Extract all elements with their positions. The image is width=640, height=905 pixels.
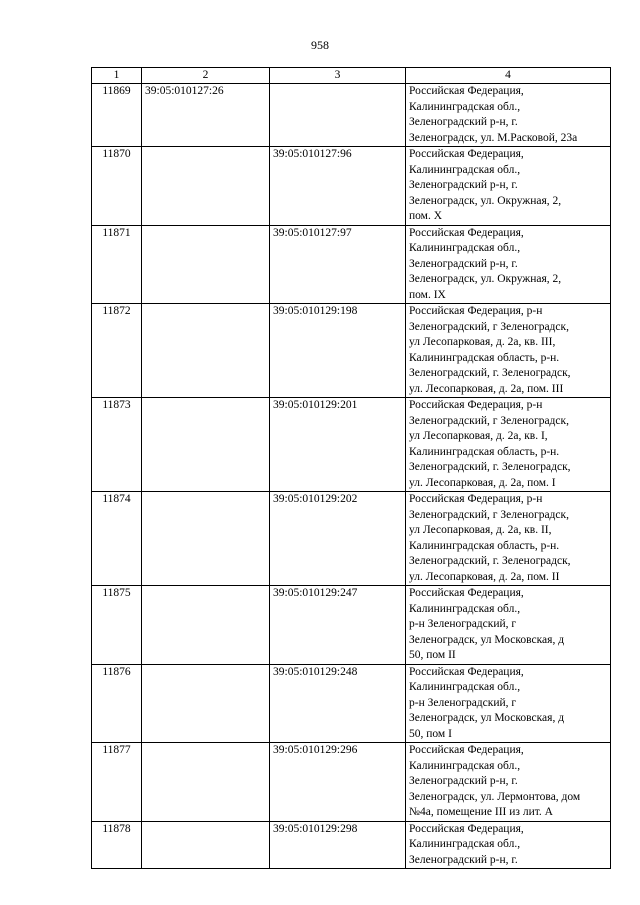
table-row [92,492,611,586]
address-line: Российская Федерация, [409,226,524,239]
address-cell [406,664,611,743]
cadastral-number-col2 [142,743,270,822]
row-number: 11877 [92,743,142,822]
cadastral-number-col2 [142,225,270,304]
address-line: Зеленоградский, г Зеленоградск, [409,508,569,521]
header-col-3: 3 [270,68,406,84]
row-number: 11869 [92,84,142,147]
address-line: пом. IX [409,288,446,301]
row-number: 11873 [92,398,142,492]
row-number: 11875 [92,586,142,665]
table-row [92,398,611,492]
address-line: ул. Лесопарковая, д. 2а, пом. III [409,382,564,395]
address-cell [406,586,611,665]
cadastral-number-col3: 39:05:010129:198 [270,304,406,398]
row-number: 11872 [92,304,142,398]
address-line: Зеленоградск, ул. Окружная, 2, [409,273,562,285]
address-line: 50, пом II [409,649,456,661]
cadastral-number-col2 [142,821,270,869]
address-line: Калининградская обл., [409,242,521,254]
cadastral-number-col3: 39:05:010129:202 [270,492,406,586]
address-cell [406,492,611,586]
cadastral-number-col3: 39:05:010129:247 [270,586,406,665]
registry-table [91,67,611,869]
address-line: ул. Лесопарковая, д. 2а, пом. I [409,476,556,489]
address-line: Зеленоградский р-н, г. [409,775,518,787]
cadastral-number-col3: 39:05:010129:298 [270,821,406,869]
address-line: №4а, помещение III из лит. А [409,806,553,818]
address-line: р-н Зеленоградский, г [409,696,517,709]
cadastral-number-col2 [142,147,270,226]
cadastral-number-col2 [142,664,270,743]
address-line: Российская Федерация, [409,665,524,678]
cadastral-number-col3: 39:05:010127:97 [270,225,406,304]
table-row [92,147,611,226]
address-line: Зеленоградск, ул. Лермонтова, дом [409,790,581,803]
address-line: Российская Федерация, [409,744,524,756]
address-line: Зеленоградский р-н, г. [409,179,518,191]
address-line: Калининградская обл., [409,681,521,693]
address-line: ул. Лесопарковая, д. 2а, пом. II [409,570,560,583]
cadastral-number-col2: 39:05:010127:26 [142,84,270,147]
page-number: 958 [311,38,329,52]
address-line: Калининградская обл., [409,759,521,772]
address-cell [406,398,611,492]
cadastral-number-col3: 39:05:010129:296 [270,743,406,822]
address-line: Российская Федерация, р-н [409,399,543,411]
row-number: 11870 [92,147,142,226]
address-line: Российская Федерация, [409,587,524,599]
header-col-2: 2 [142,68,270,84]
table-header [92,68,611,84]
address-line: Зеленоградский р-н, г. [409,116,518,128]
address-line: Зеленоградск, ул Московская, д [409,633,565,646]
address-line: Калининградская область, р-н. [409,445,560,458]
cadastral-number-col3 [270,84,406,147]
address-cell [406,84,611,147]
address-line: Зеленоградский, г Зеленоградск, [409,320,569,333]
address-cell [406,225,611,304]
address-line: Зеленоградск, ул. Окружная, 2, [409,194,562,207]
table-row [92,304,611,398]
cadastral-number-col2 [142,492,270,586]
address-line: ул Лесопарковая, д. 2а, кв. I, [409,430,548,442]
address-line: Зеленоградский, г. Зеленоградск, [409,367,571,379]
address-line: Зеленоградский, г. Зеленоградск, [409,461,571,473]
address-line: Зеленоградский р-н, г. [409,853,518,866]
address-line: ул Лесопарковая, д. 2а, кв. III, [409,336,556,348]
table-row [92,743,611,822]
table-row [92,664,611,743]
address-line: ул Лесопарковая, д. 2а, кв. II, [409,524,552,536]
table-row [92,821,611,869]
address-line: Калининградская область, р-н. [409,539,560,552]
cadastral-number-col3: 39:05:010129:248 [270,664,406,743]
row-number: 11876 [92,664,142,743]
address-line: Зеленоградск, ул. М.Расковой, 23а [409,131,578,144]
header-col-4: 4 [406,68,611,84]
address-line: 50, пом I [409,727,452,740]
address-cell [406,743,611,822]
address-line: р-н Зеленоградский, г [409,618,517,630]
address-line: Зеленоградский, г Зеленоградск, [409,414,569,427]
address-cell [406,147,611,226]
address-line: Зеленоградский, г. Зеленоградск, [409,555,571,567]
address-cell [406,821,611,869]
address-line: Зеленоградский р-н, г. [409,257,518,270]
header-col-1: 1 [92,68,142,84]
cadastral-number-col2 [142,586,270,665]
address-line: Калининградская обл., [409,163,521,176]
address-line: Калининградская область, р-н. [409,351,560,364]
table-row [92,84,611,147]
header-row [92,68,611,84]
address-line: пом. X [409,210,443,222]
address-line: Российская Федерация, р-н [409,493,543,505]
address-line: Российская Федерация, р-н [409,305,543,317]
address-line: Российская Федерация, [409,85,524,97]
cadastral-number-col2 [142,304,270,398]
cadastral-number-col2 [142,398,270,492]
table-row [92,225,611,304]
row-number: 11874 [92,492,142,586]
row-number: 11871 [92,225,142,304]
cadastral-number-col3: 39:05:010129:201 [270,398,406,492]
address-line: Калининградская обл., [409,602,521,615]
address-line: Российская Федерация, [409,822,524,835]
address-line: Зеленоградск, ул Московская, д [409,712,565,724]
table-body [92,84,611,869]
row-number: 11878 [92,821,142,869]
table-row [92,586,611,665]
address-line: Калининградская обл., [409,100,521,113]
address-line: Российская Федерация, [409,148,524,160]
address-cell [406,304,611,398]
cadastral-number-col3: 39:05:010127:96 [270,147,406,226]
address-line: Калининградская обл., [409,838,521,850]
